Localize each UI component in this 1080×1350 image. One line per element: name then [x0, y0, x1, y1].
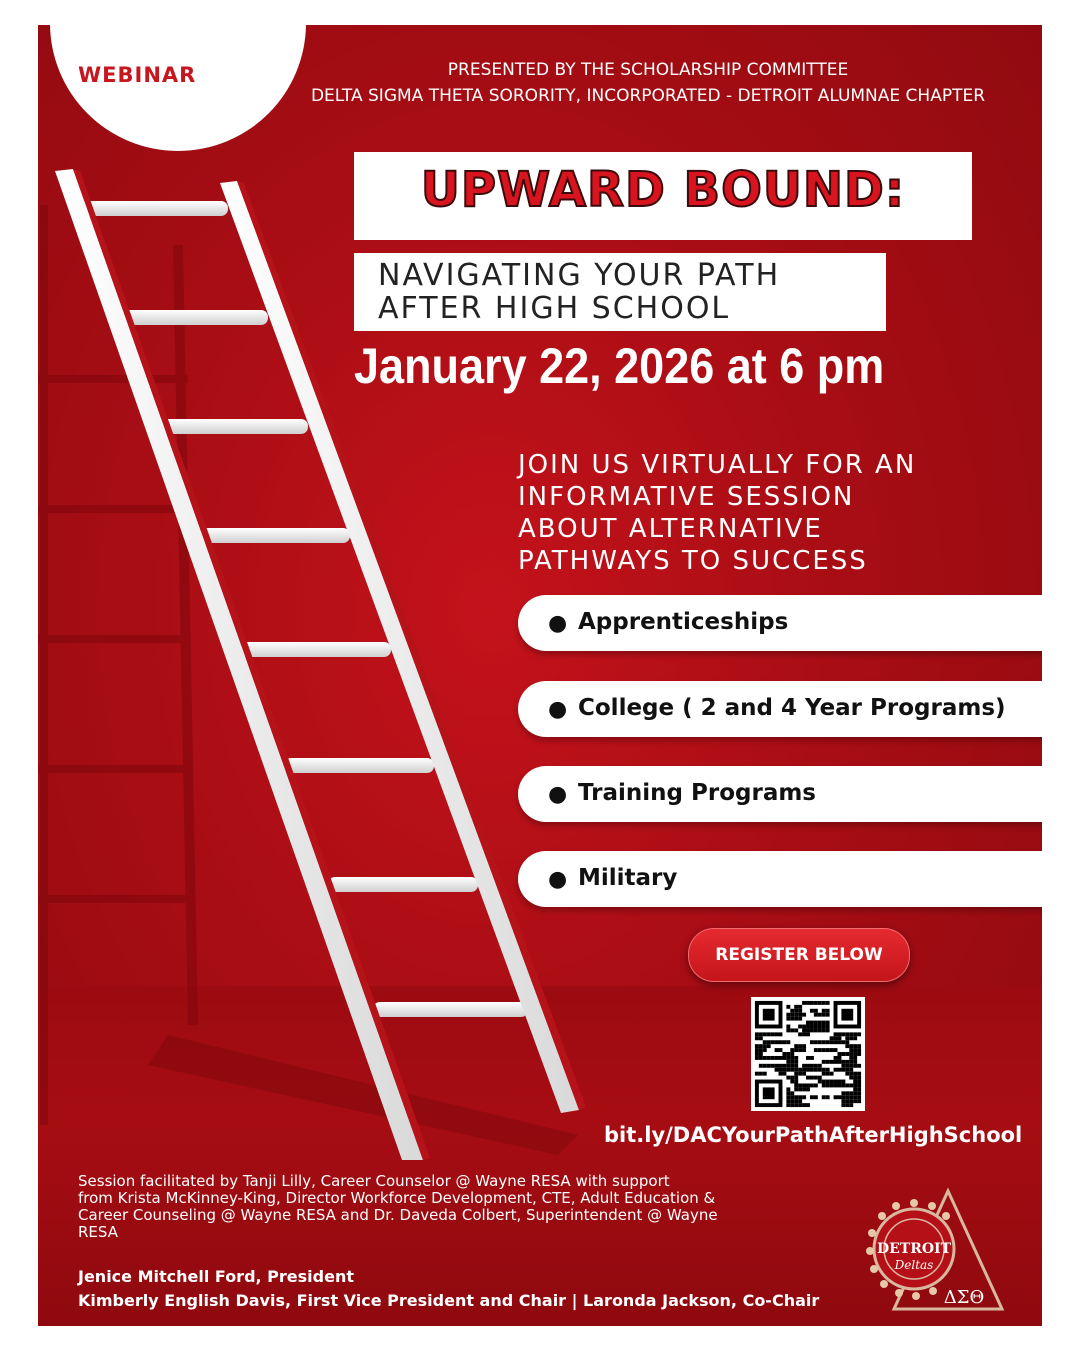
webinar-label: WEBINAR [78, 63, 197, 87]
intro-line-2: INFORMATIVE SESSION [518, 482, 855, 512]
subtitle-box [354, 253, 886, 331]
pathway-label: Training Programs [578, 780, 816, 806]
registration-link[interactable]: bit.ly/DACYourPathAfterHighSchool [604, 1123, 1023, 1147]
qr-code-icon[interactable] [751, 997, 865, 1111]
chapter-crest-logo [866, 1183, 1006, 1315]
bullet-icon: ● [548, 697, 568, 722]
pathway-item [518, 766, 1042, 822]
officers-line-1: Jenice Mitchell Ford, President [78, 1267, 354, 1286]
event-date: January 22, 2026 at 6 pm [354, 338, 885, 394]
page-title: UPWARD BOUND: [420, 162, 906, 218]
intro-text [518, 449, 1018, 577]
pathway-item [518, 851, 1042, 907]
crest-script: Deltas [894, 1258, 934, 1272]
pathway-label: Military [578, 865, 678, 891]
ladder-floor-shadow [148, 1035, 578, 1155]
crest-city: DETROIT [876, 1241, 952, 1257]
intro-line-3: ABOUT ALTERNATIVE [518, 514, 823, 544]
intro-line-4: PATHWAYS TO SUCCESS [518, 546, 868, 576]
facilitation-line-4: RESA [78, 1223, 118, 1241]
subtitle-line-1: NAVIGATING YOUR PATH [378, 258, 781, 293]
register-button[interactable]: REGISTER BELOW [688, 928, 910, 982]
intro-line-1: JOIN US VIRTUALLY FOR AN [518, 450, 917, 480]
bullet-icon: ● [548, 782, 568, 807]
presented-by [268, 57, 1028, 109]
facilitation-text [78, 1173, 868, 1241]
officers [78, 1265, 819, 1313]
officers-line-2: Kimberly English Davis, First Vice President and Chair | Laronda Jackson, Co-Chair [78, 1291, 820, 1310]
facilitation-line-2: from Krista McKinney-King, Director Workforce Development, CTE, Adult Education & [78, 1189, 716, 1207]
facilitation-line-1: Session facilitated by Tanji Lilly, Career Counselor @ Wayne RESA with support [78, 1172, 670, 1190]
pathway-item [518, 681, 1042, 737]
presented-line-1: PRESENTED BY THE SCHOLARSHIP COMMITTEE [447, 60, 849, 80]
pathway-item [518, 595, 1042, 651]
bullet-icon: ● [548, 611, 568, 636]
pathway-label: College ( 2 and 4 Year Programs) [578, 695, 1006, 721]
facilitation-line-3: Career Counseling @ Wayne RESA and Dr. Daveda Colbert, Superintendent @ Wayne [78, 1206, 718, 1224]
title-box [354, 152, 972, 240]
bullet-icon: ● [548, 867, 568, 892]
subtitle [378, 259, 780, 325]
subtitle-line-2: AFTER HIGH SCHOOL [378, 291, 731, 326]
crest-greek-letters: ΔΣΘ [943, 1287, 985, 1308]
pathway-label: Apprenticeships [578, 609, 789, 635]
presented-line-2: DELTA SIGMA THETA SORORITY, INCORPORATED - DETROIT ALUMNAE CHAPTER [310, 86, 986, 106]
poster [38, 25, 1042, 1326]
